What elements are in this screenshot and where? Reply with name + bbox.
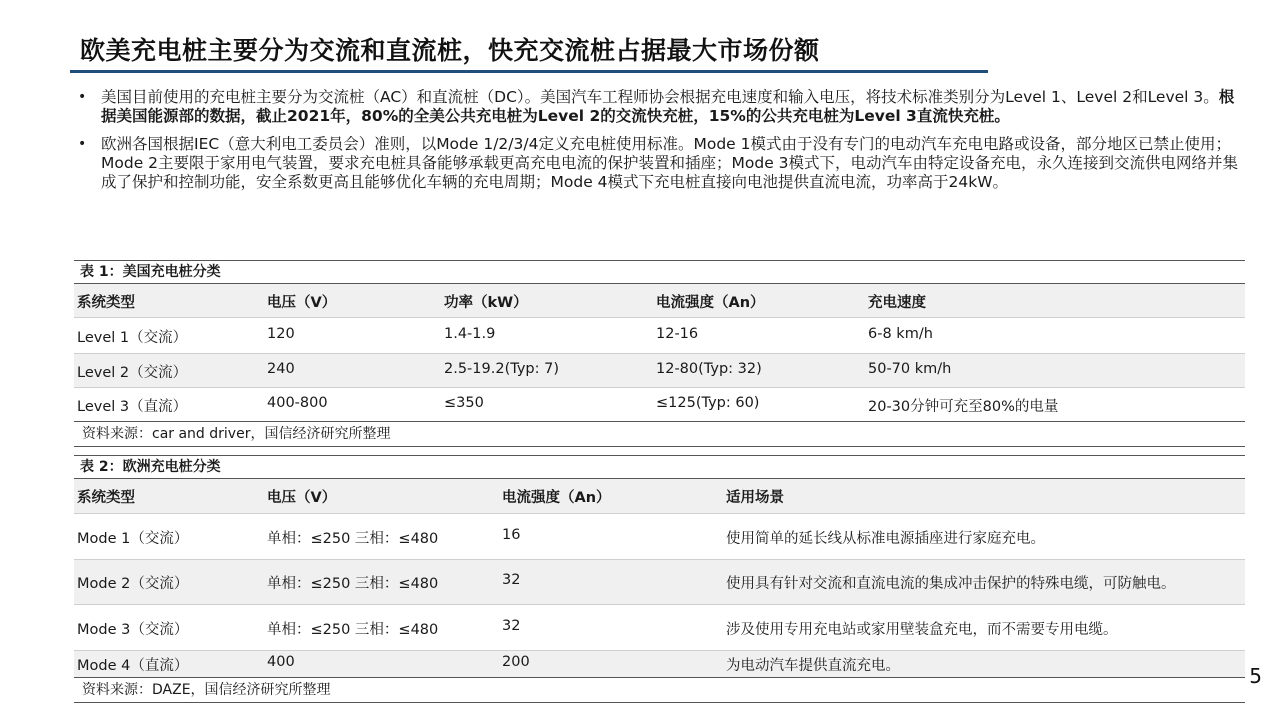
header-cell: 系统类型 bbox=[77, 295, 135, 311]
table-cell: 400-800 bbox=[267, 395, 328, 411]
table-row bbox=[74, 354, 1245, 388]
table-cell: Mode 2（交流） bbox=[77, 576, 189, 592]
eu-charger-table bbox=[74, 455, 1245, 703]
table-cell: 12-80(Typ: 32) bbox=[656, 361, 762, 377]
table-cell: 1.4-1.9 bbox=[444, 326, 496, 342]
page-number: 5 bbox=[1249, 664, 1262, 688]
table-cell: 6-8 km/h bbox=[868, 326, 933, 342]
bullet-text: 美国目前使用的充电桩主要分为交流桩（AC）和直流桩（DC）。美国汽车工程师协会根据充电速度和输入电压，将技术标准类别分为Level 1、Level 2和Level 3。 bbox=[101, 88, 1219, 106]
table-cell: 单相：≤250 三相：≤480 bbox=[267, 576, 439, 592]
bullet-eu-standards bbox=[78, 135, 1240, 192]
bullet-list bbox=[78, 88, 1240, 192]
table-cell: 32 bbox=[502, 572, 521, 588]
table-cell: 20-30分钟可充至80%的电量 bbox=[868, 399, 1059, 415]
page-title: 欧美充电桩主要分为交流和直流桩，快充交流桩占据最大市场份额 bbox=[80, 36, 820, 65]
table-row bbox=[74, 560, 1245, 605]
table-cell: 2.5-19.2(Typ: 7) bbox=[444, 361, 559, 377]
table-cell: Mode 1（交流） bbox=[77, 531, 189, 547]
table-source-note: 资料来源：DAZE，国信经济研究所整理 bbox=[74, 677, 1245, 703]
bullet-text: 欧洲各国根据IEC（意大利电工委员会）准则，以Mode 1/2/3/4定义充电桩使用标准。Mode 1模式由于没有专门的电动汽车充电电路或设备，部分地区已禁止使用；Mode 2主要限于家用电气装置，要求充电桩具备能够承载更高充电电流的保护装置和插座；Mode 3模式下，电动汽车由特定设备充电，永久连接到交流供电网络并集成了保护和控制功能，安全系数更高且能够优化车辆的充电周期；Mode 4模式下充电桩直接向电池提供直流电流，功率高于24kW。 bbox=[101, 135, 1239, 191]
table-cell: 50-70 km/h bbox=[868, 361, 952, 377]
table-cell: 240 bbox=[267, 361, 295, 377]
table-cell: 单相：≤250 三相：≤480 bbox=[267, 622, 439, 638]
table-cell: Mode 3（交流） bbox=[77, 622, 189, 638]
header-cell: 充电速度 bbox=[868, 295, 926, 311]
table-row bbox=[74, 514, 1245, 560]
bullet-marker: • bbox=[78, 89, 87, 105]
table-row bbox=[74, 651, 1245, 677]
title-underline bbox=[70, 70, 988, 73]
table-cell: Level 2（交流） bbox=[77, 365, 188, 381]
table-cell: 120 bbox=[267, 326, 295, 342]
header-cell: 系统类型 bbox=[77, 490, 135, 506]
table-cell: Level 1（交流） bbox=[77, 330, 188, 346]
header-cell: 电压（V） bbox=[267, 490, 337, 506]
table-row bbox=[74, 318, 1245, 354]
table-cell: 12-16 bbox=[656, 326, 699, 342]
table-cell: 单相：≤250 三相：≤480 bbox=[267, 531, 439, 547]
header-cell: 电流强度（An） bbox=[502, 490, 611, 506]
table-row bbox=[74, 605, 1245, 651]
table-cell: ≤125(Typ: 60) bbox=[656, 395, 760, 411]
header-cell: 电流强度（An） bbox=[656, 295, 765, 311]
header-cell: 功率（kW） bbox=[444, 295, 528, 311]
header-cell: 电压（V） bbox=[267, 295, 337, 311]
table-cell: ≤350 bbox=[444, 395, 484, 411]
table-cell: 涉及使用专用充电站或家用壁装盒充电，而不需要专用电缆。 bbox=[726, 622, 1118, 638]
table-source-note: 资料来源：car and driver，国信经济研究所整理 bbox=[74, 421, 1245, 447]
table-header-row bbox=[74, 479, 1245, 514]
table-row bbox=[74, 388, 1245, 421]
table-cell: Mode 4（直流） bbox=[77, 658, 189, 674]
table-cell: 32 bbox=[502, 618, 521, 634]
table-title: 表 1：美国充电桩分类 bbox=[74, 260, 1245, 284]
table-cell: 使用具有针对交流和直流电流的集成冲击保护的特殊电缆，可防触电。 bbox=[726, 576, 1176, 592]
table-title: 表 2：欧洲充电桩分类 bbox=[74, 455, 1245, 479]
bullet-bold-text: 根据美国能源部的数据，截止2021年，80%的全美公共充电桩为Level 2的交流快充桩，15%的公共充电桩为Level 3直流快充桩。 bbox=[101, 88, 1235, 125]
table-cell: 400 bbox=[267, 654, 295, 670]
header-cell: 适用场景 bbox=[726, 490, 784, 506]
table-cell: Level 3（直流） bbox=[77, 399, 188, 415]
table-header-row bbox=[74, 284, 1245, 318]
table-cell: 使用简单的延长线从标准电源插座进行家庭充电。 bbox=[726, 531, 1045, 547]
table-cell: 为电动汽车提供直流充电。 bbox=[726, 658, 900, 674]
bullet-us-standards bbox=[78, 88, 1240, 126]
table-cell: 200 bbox=[502, 654, 530, 670]
table-cell: 16 bbox=[502, 527, 521, 543]
us-charger-table bbox=[74, 260, 1245, 447]
bullet-marker: • bbox=[78, 136, 87, 152]
